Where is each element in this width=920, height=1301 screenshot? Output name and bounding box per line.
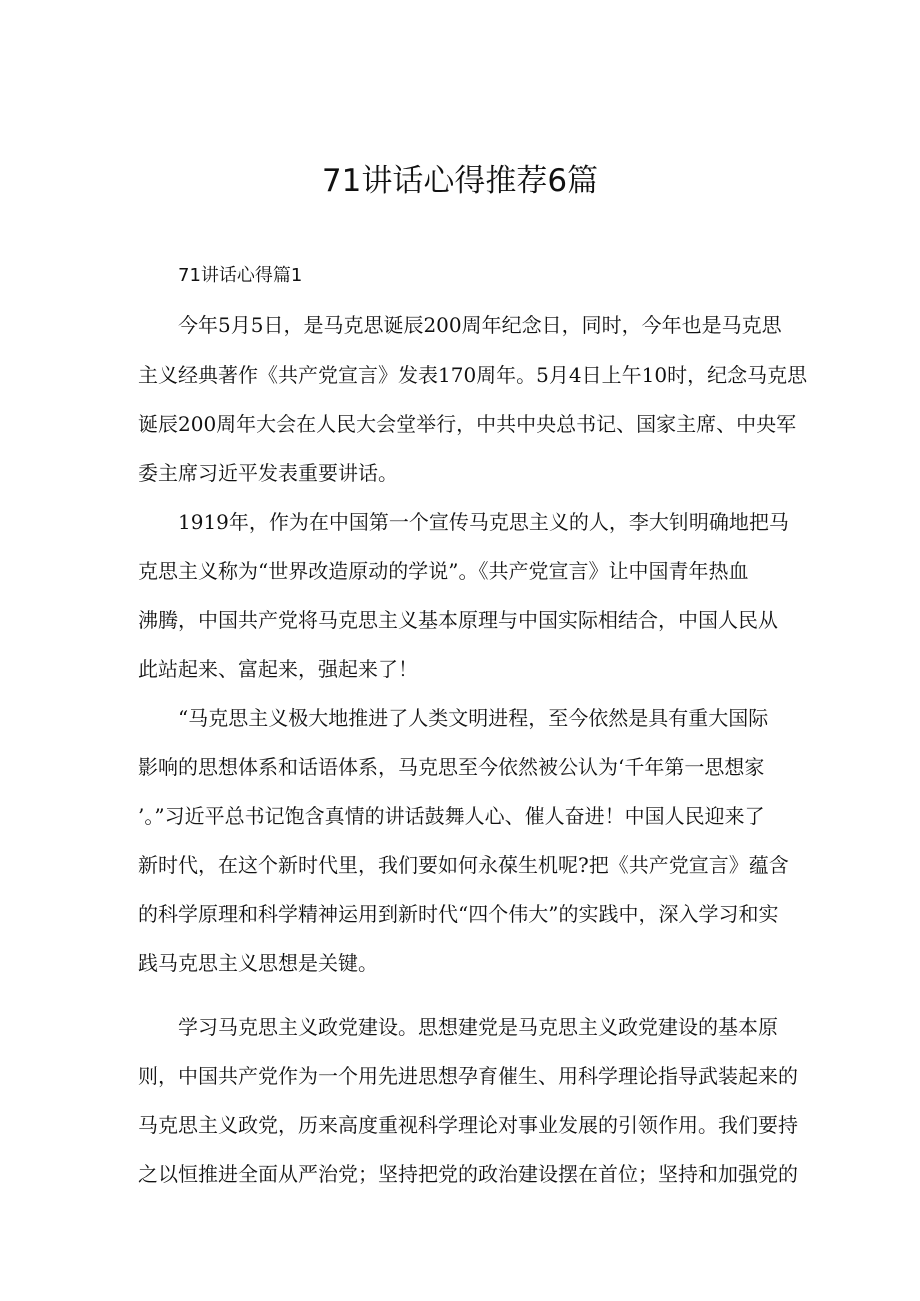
paragraph-2-line-3: 沸腾，中国共产党将马克思主义基本原理与中国实际相结合，中国人民从 [138,608,778,632]
paragraph-1-line-4: 委主席习近平发表重要讲话。 [138,461,398,485]
paragraph-3-line-4: 新时代，在这个新时代里，我们要如何永葆生机呢?把《共产党宣言》蕴含 [138,853,789,877]
paragraph-4-line-4: 之以恒推进全面从严治党；坚持把党的政治建设摆在首位；坚持和加强党的 [138,1162,798,1186]
paragraph-4-line-2: 则，中国共产党作为一个用先进思想孕育催生、用科学理论指导武装起来的 [138,1064,798,1088]
paragraph-2-line-1: 1919年，作为在中国第一个宣传马克思主义的人，李大钊明确地把马 [178,510,789,534]
paragraph-3-line-2: 影响的思想体系和话语体系，马克思至今依然被公认为‘千年第一思想家 [138,755,765,779]
paragraph-1-line-3: 诞辰200周年大会在人民大会堂举行，中共中央总书记、国家主席、中央军 [138,412,797,436]
paragraph-4-line-1: 学习马克思主义政党建设。思想建党是马克思主义政党建设的基本原 [178,1015,778,1039]
paragraph-2-line-4: 此站起来、富起来，强起来了！ [138,657,418,681]
paragraph-3-line-1: “马克思主义极大地推进了人类文明进程，至今依然是具有重大国际 [178,706,769,730]
paragraph-3-line-5: 的科学原理和科学精神运用到新时代“四个伟大”的实践中，深入学习和实 [138,902,779,926]
section-heading: 71讲话心得篇1 [178,265,303,286]
document-title: 71讲话心得推荐6篇 [321,163,599,199]
paragraph-4-line-3: 马克思主义政党，历来高度重视科学理论对事业发展的引领作用。我们要持 [138,1113,798,1137]
paragraph-2-line-2: 克思主义称为“世界改造原动的学说”。《共产党宣言》让中国青年热血 [138,559,749,583]
paragraph-1-line-2: 主义经典著作《共产党宣言》发表170周年。5月4日上午10时，纪念马克思 [138,363,808,387]
paragraph-3-line-6: 践马克思主义思想是关键。 [138,951,378,975]
paragraph-1-line-1: 今年5月5日，是马克思诞辰200周年纪念日，同时，今年也是马克思 [178,313,782,337]
paragraph-3-line-3: ’。”习近平总书记饱含真情的讲话鼓舞人心、催人奋进！中国人民迎来了 [138,804,765,828]
